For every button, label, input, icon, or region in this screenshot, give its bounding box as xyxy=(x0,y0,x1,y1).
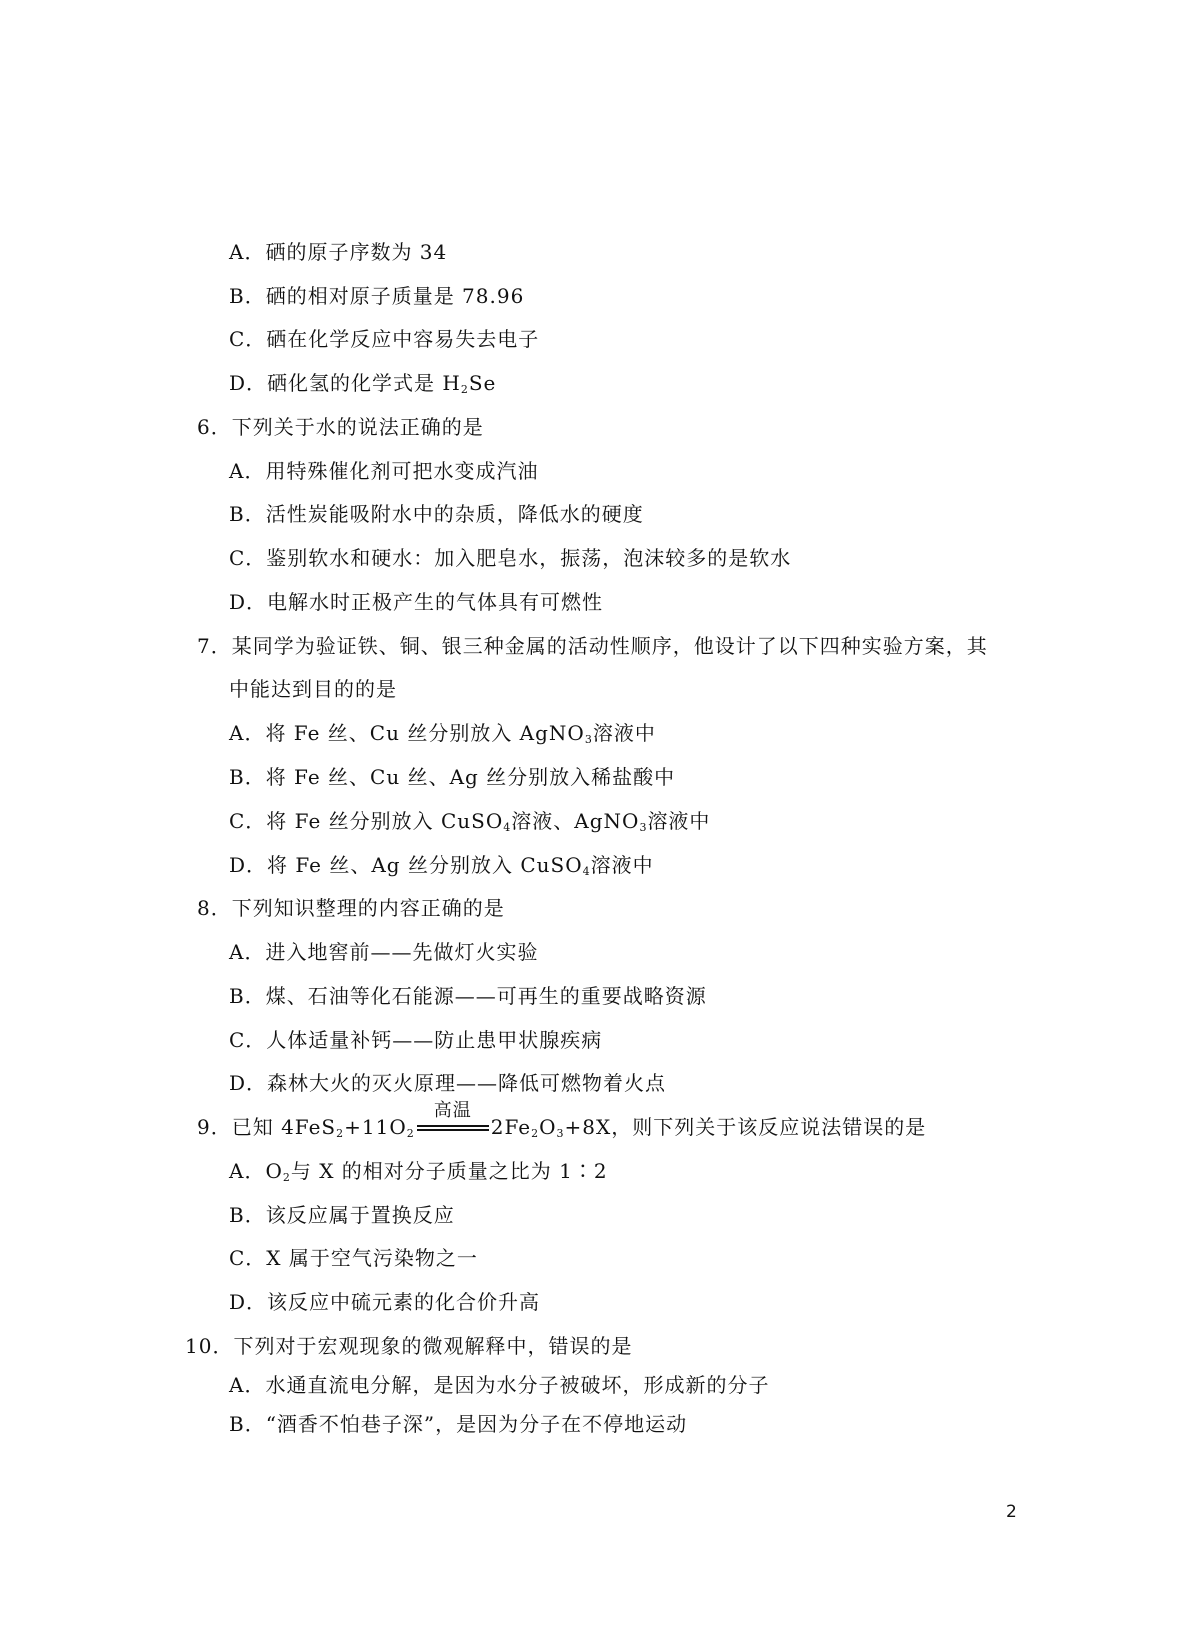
q10-stem: 10．下列对于宏观现象的微观解释中，错误的是 xyxy=(185,1334,633,1358)
q7-option-a xyxy=(229,721,656,745)
q8-option-a: A．进入地窖前——先做灯火实验 xyxy=(229,940,539,964)
q7-option-a-suffix: 溶液中 xyxy=(592,721,656,745)
equals-rule-top xyxy=(417,1125,489,1127)
q7-option-c xyxy=(229,809,710,833)
q9-option-d: D．该反应中硫元素的化合价升高 xyxy=(229,1290,541,1314)
q5-option-d-suffix: Se xyxy=(468,371,497,395)
q8-option-b: B．煤、石油等化石能源——可再生的重要战略资源 xyxy=(229,984,707,1008)
reaction-condition-label: 高温 xyxy=(433,1100,472,1121)
q10-option-a: A．水通直流电分解，是因为水分子被破坏，形成新的分子 xyxy=(229,1373,770,1397)
q9-option-a-subscript: 2 xyxy=(282,1171,291,1184)
q6-option-b: B．活性炭能吸附水中的杂质，降低水的硬度 xyxy=(229,502,644,526)
q9-part-4: O xyxy=(539,1115,557,1139)
q7-option-c-prefix: C．将 Fe 丝分别放入 CuSO xyxy=(229,809,504,833)
q6-option-d: D．电解水时正极产生的气体具有可燃性 xyxy=(229,590,604,614)
q9-option-a-prefix: A．O xyxy=(229,1159,283,1183)
q7-option-a-prefix: A．将 Fe 丝、Cu 丝分别放入 AgNO xyxy=(229,721,585,745)
q6-option-c: C．鉴别软水和硬水：加入肥皂水，振荡，泡沫较多的是软水 xyxy=(229,546,792,570)
q9-part-2: +11O xyxy=(344,1115,407,1139)
q7-option-d-subscript: 4 xyxy=(582,865,591,878)
q7-option-c-subscript-2: 3 xyxy=(639,821,648,834)
q5-option-d-prefix: D．硒化氢的化学式是 H xyxy=(229,371,461,395)
q7-option-c-suffix: 溶液中 xyxy=(647,809,711,833)
q10-option-b: B．“酒香不怕巷子深”，是因为分子在不停地运动 xyxy=(229,1412,688,1436)
q6-stem: 6．下列关于水的说法正确的是 xyxy=(197,415,484,439)
q5-option-a: A．硒的原子序数为 34 xyxy=(229,240,448,264)
q7-option-c-middle: 溶液、AgNO xyxy=(511,809,640,833)
q9-subscript-3: 2 xyxy=(531,1127,540,1140)
q9-option-b: B．该反应属于置换反应 xyxy=(229,1203,455,1227)
q9-option-c: C．X 属于空气污染物之一 xyxy=(229,1246,478,1270)
q7-option-d xyxy=(229,853,654,877)
q9-stem-prefix: 9．已知 4FeS xyxy=(197,1115,337,1139)
q7-option-d-prefix: D．将 Fe 丝、Ag 丝分别放入 CuSO xyxy=(229,853,583,877)
q7-stem-line1: 7．某同学为验证铁、铜、银三种金属的活动性顺序，他设计了以下四种实验方案，其 xyxy=(197,634,988,658)
reaction-condition-arrow xyxy=(415,1100,491,1139)
q9-part-3: 2Fe xyxy=(490,1115,532,1139)
q6-option-a: A．用特殊催化剂可把水变成汽油 xyxy=(229,459,539,483)
q9-subscript-4: 3 xyxy=(556,1127,565,1140)
q5-option-c: C．硒在化学反应中容易失去电子 xyxy=(229,327,540,351)
q7-option-b: B．将 Fe 丝、Cu 丝、Ag 丝分别放入稀盐酸中 xyxy=(229,765,676,789)
q9-stem xyxy=(197,1100,927,1140)
q9-subscript-2: 2 xyxy=(406,1127,415,1140)
equals-rule-bottom xyxy=(417,1129,489,1131)
q9-stem-suffix: +8X，则下列关于该反应说法错误的是 xyxy=(564,1115,927,1139)
q5-option-d xyxy=(229,371,496,395)
q7-option-d-suffix: 溶液中 xyxy=(590,853,654,877)
q8-stem: 8．下列知识整理的内容正确的是 xyxy=(197,896,505,920)
q7-option-a-subscript: 3 xyxy=(584,733,593,746)
q5-option-b: B．硒的相对原子质量是 78.96 xyxy=(229,284,525,308)
q8-option-d: D．森林大火的灭火原理——降低可燃物着火点 xyxy=(229,1071,667,1095)
page-number: 2 xyxy=(1006,1502,1017,1522)
q7-stem-line2: 中能达到目的的是 xyxy=(229,677,397,701)
q5-option-d-subscript: 2 xyxy=(460,383,469,396)
q9-option-a-suffix: 与 X 的相对分子质量之比为 1∶2 xyxy=(290,1159,608,1183)
q9-option-a xyxy=(229,1159,608,1183)
q9-subscript-1: 2 xyxy=(336,1127,345,1140)
q8-option-c: C．人体适量补钙——防止患甲状腺疾病 xyxy=(229,1028,603,1052)
q7-option-c-subscript-1: 4 xyxy=(503,821,512,834)
